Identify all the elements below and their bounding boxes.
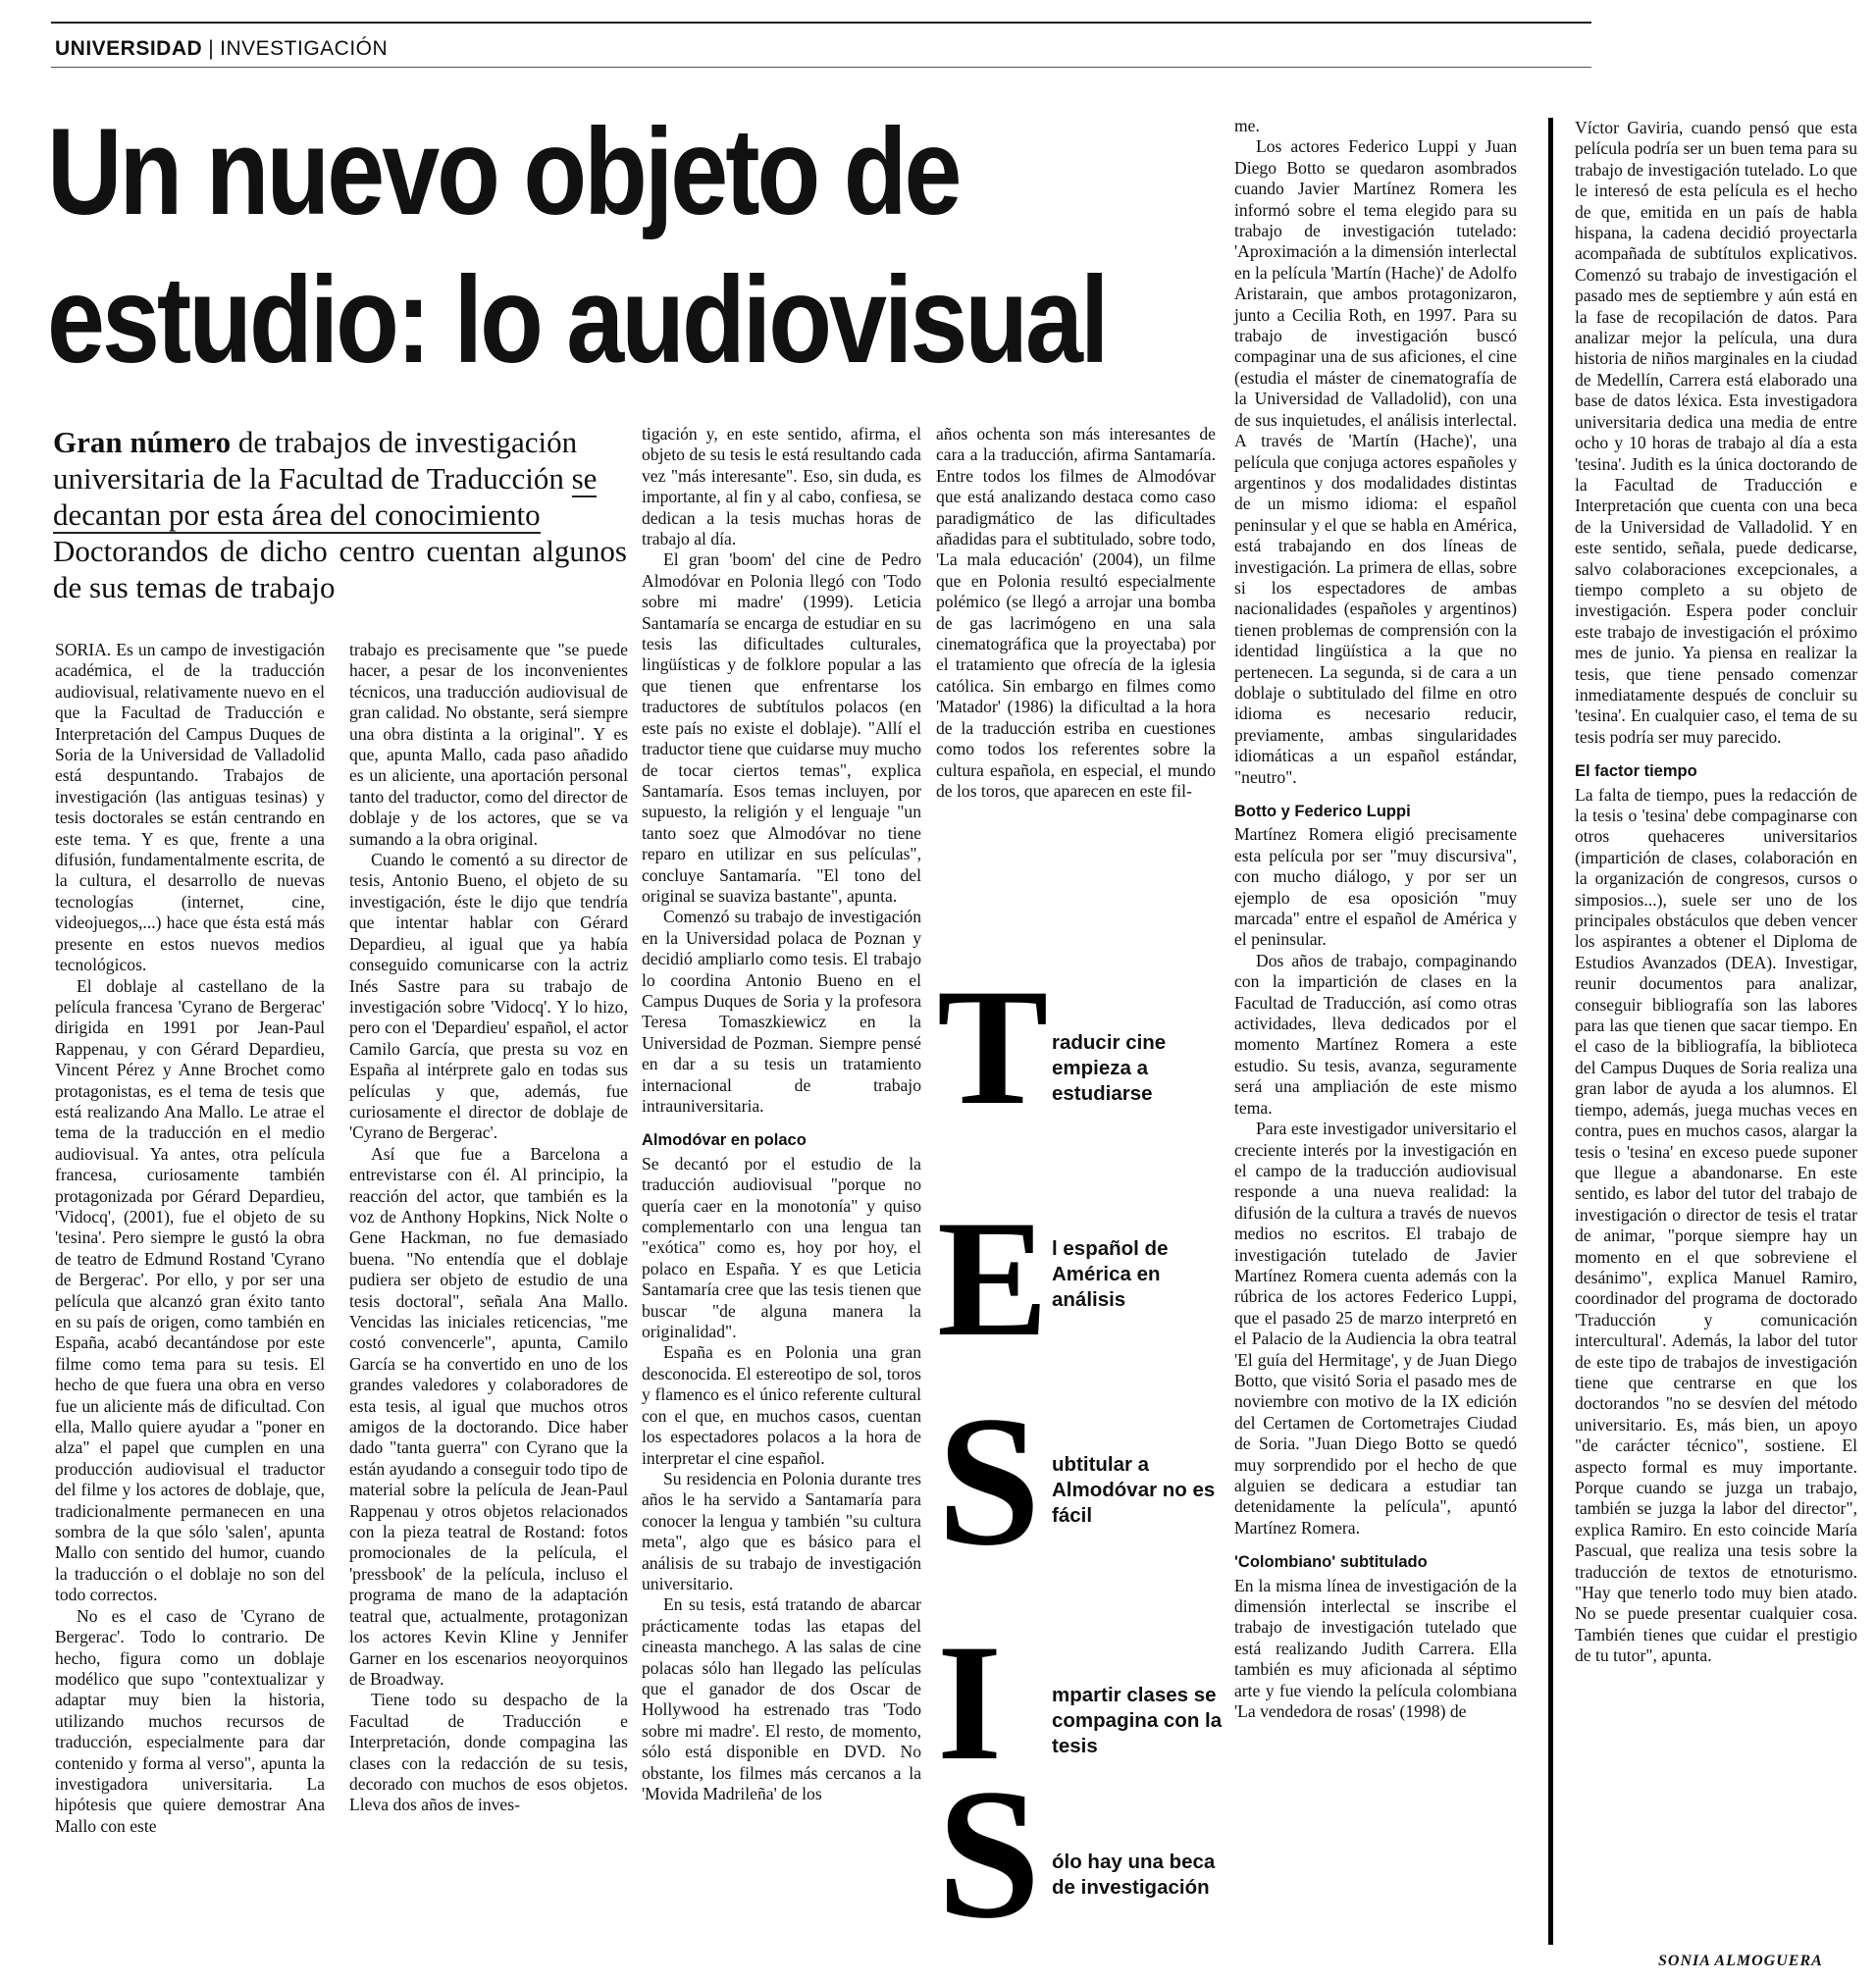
- tesis-letter-s2: S: [937, 1751, 1041, 1957]
- paragraph: Para este investigador universitario el creciente interés por la investigación en el campo de la traducción audiovisual responde a una nueva realidad: la difusión de la cultura a través de nuevos medios no escritos. El trabajo de investigación tutelado de Javier Martínez Romera cuenta además con la rúbrica de los actores Federico Luppi, que el pasado 25 de marzo interpretó en el Palacio de la Audiencia la obra teatral 'El guía del Hermitage', y de Juan Diego Botto, que visitó Soria el pasado mes de noviembre con motivo de la IX edición del Certamen de Cortometrajes Ciudad de Soria. "Juan Diego Botto se quedó muy sorprendido por el hecho de que alguien se dedicara a estudiar tan detenidamente la película", apuntó Martínez Romera.: [1234, 1119, 1517, 1538]
- tesis-text: l español de América en análisis: [1052, 1237, 1169, 1311]
- deck-subhead: Doctorandos de dicho centro cuentan algunos de sus temas de trabajo: [53, 534, 627, 604]
- byline: SONIA ALMOGUERA: [1658, 1953, 1823, 1969]
- tesis-letter-i: I: [937, 1610, 1003, 1795]
- tesis-text: mpartir clases se compagina con la tesis: [1052, 1684, 1223, 1757]
- paragraph: trabajo es precisamente que "se puede hacer, a pesar de los inconvenientes técnicos, una traducción audiovisual de gran calidad. No obstante, será siempre una obra distinta a la original". Y es que, apunta Mallo, cada paso añadido es un aliciente, una aportación personal tanto del traductor, como del director de doblaje y de los actores, que se va sumando a la obra original.: [349, 640, 628, 849]
- column-5: [1234, 116, 1517, 1722]
- paragraph: España es en Polonia una gran desconocida. El estereotipo de sol, toros y flamenco es el único referente cultural con el que, en muchos casos, cuentan los espectadores polacos a la hora de interpretar el cine español.: [642, 1342, 921, 1468]
- paragraph: años ochenta son más interesantes de cara a la traducción, afirma Santamaría. Entre todos los filmes de Almodóvar que está analizando destaca como caso paradigmático de las dificultades añadidas para el subtitulado, sobre todo, 'La mala educación' (2004), un filme que en Polonia resultó especialmente polémico (se llegó a arrojar una bomba de gas lacrimógeno en una sala cinematográfica que la proyectaba) por el tratamiento que ofrecía de la iglesia católica. Sin embargo en filmes como 'Matador' (1986) la dificultad a la hora de la traducción estriba en cuestiones como todos los referentes sobre la cultura española, en especial, el mundo de los toros, que aparecen en este fil-: [936, 424, 1216, 801]
- section-rule: [51, 67, 1591, 68]
- section-main: UNIVERSIDAD: [55, 37, 203, 60]
- paragraph: El gran 'boom' del cine de Pedro Almodóvar en Polonia llegó con 'Todo sobre mi madre' (1999). Leticia Santamaría se encarga de estudiar en su tesis las dificultades culturales, lingüísticas y de folklore popular a las que tienen que enfrentarse los traductores de subtítulos polacos (en este país no existe el doblaje). "Allí el traductor tiene que cuidarse muy mucho de tocar ciertos temas", explica Santamaría. Esos temas incluyen, por supuesto, la religión y el lenguaje "un tanto soez que Almodóvar no tiene reparo en utilizar en sus películas", concluye Santamaría. "El tono del original se suaviza bastante", apunta.: [642, 549, 921, 906]
- paragraph: El doblaje al castellano de la película francesa 'Cyrano de Bergerac' dirigida en 1991 por Jean-Paul Rappenau, y con Gérard Depardieu, Vincent Pérez y Anne Brochet como protagonistas, es el tema de tesis que está realizando Ana Mallo. Le atrae el tema de la traducción en el medio audiovisual. Ya antes, otra película francesa, curiosamente también protagonizada por Gérard Depardieu, 'Vidocq', (2001), fue el objeto de su 'tesina'. Pero siempre le gustó la obra de teatro de Edmund Rostand 'Cyrano de Bergerac'. Por ello, y por ser una película que alcanzó gran éxito tanto en su país de origen, como también en España, acabó decantándose por este filme como tema para su tesis. El hecho de que fuera una obra en verso fue un aliciente más de dificultad. Con ella, Mallo quiere ayudar a "poner en alza" el papel que cumplen en una producción audiovisual el traductor del filme y los actores de doblaje, que, tradicionalmente permanecen en una sombra de la que sólo 'salen', apunta Mallo con sentido del humor, cuando la traducción o el doblaje no son del todo correctos.: [55, 975, 325, 1605]
- paragraph: La falta de tiempo, pues la redacción de la tesis o 'tesina' debe compaginarse con otros quehaceres universitarios (impartición de clases, colaboración en la organización de congresos, cursos o simposios...), suele ser uno de los principales obstáculos que deben vencer los aspirantes a obtener el Diploma de Estudios Avanzados (DEA). Investigar, reunir documentos para analizar, conseguir bibliografía son las labores para las que tienen que sacar tiempo. En el caso de la bibliografía, la biblioteca del Campus Duques de Soria realiza una gran labor de ayuda a los alumnos. El tiempo, además, juega muchas veces en contra, pues en muchos casos, alargar la tesis o 'tesina' en exceso puede suponer que llegue a abandonarse. En este sentido, es labor del tutor del trabajo de investigación o director de tesis el tratar de animar, "porque siempre hay un momento en el que sobreviene el desánimo", explica Manuel Ramiro, coordinador del programa de doctorado 'Traducción y comunicación intercultural'. Además, la labor del tutor de este tipo de trabajos de investigación tiene que centrarse en que los doctorandos "no se desvíen del método universitario. Es, más bien, un apoyo "de carácter técnico", sostiene. El aspecto formal es muy importante. Porque cuando se juzga un trabajo, también se juzga la labor del director", explica Ramiro. En esto coincide María Pascual, que realiza una tesis sobre la traducción de textos de etnoturismo. "Hay que tenerlo todo muy bien atado. No se puede presentar cualquier cosa. También tienes que cuidar el prestigio de tu tutor", apunta.: [1575, 784, 1857, 1666]
- paragraph: Su residencia en Polonia durante tres años le ha servido a Santamaría para conocer la lengua y también "su cultura meta", algo que es básico para el análisis de su trabajo de investigación universitario.: [642, 1468, 921, 1593]
- paragraph: Martínez Romera eligió precisamente esta película por ser "muy discursiva", con mucho diálogo, y por ser un ejemplo de esa oposición "muy marcada" entre el español de América y el peninsular.: [1234, 824, 1517, 950]
- paragraph: No es el caso de 'Cyrano de Bergerac'. Todo lo contrario. De hecho, figura como un doblaje modélico que supo "contextualizar y adaptar muy bien la historia, utilizando muchos recursos de traducción, especialmente para dar contenido y forma al verso", apunta la investigadora universitaria. La hipótesis que quiere demostrar Ana Mallo con este: [55, 1605, 325, 1836]
- paragraph: Se decantó por el estudio de la traducción audiovisual "porque no quería caer en la monotonía" y quiso complementarlo con una lengua tan "exótica" como es, hoy por hoy, el polaco en España. Y es que Leticia Santamaría cree que las tesis tienen que buscar "de alguna manera la originalidad".: [642, 1153, 921, 1342]
- tesis-letter-e: E: [937, 1186, 1049, 1371]
- paragraph: Tiene todo su despacho de la Facultad de Traducción e Interpretación, donde compagina las clases con la redacción de su tesis, decorado con muchos de esos objetos. Lleva dos años de inves-: [349, 1690, 628, 1815]
- column-3: [642, 424, 921, 1804]
- paragraph: tigación y, en este sentido, afirma, el objeto de su tesis le está resultando cada vez "más interesante". Eso, sin duda, es importante, al fin y al cabo, confiesa, se dedican a la tesis muchas horas de trabajo al día.: [642, 424, 921, 549]
- paragraph: Víctor Gaviria, cuando pensó que esta película podría ser un buen tema para su trabajo de investigación tutelado. Lo que le interesó de esta película es el hecho de que, emitida en un país de habla hispana, la cadena decidió proyectarla acompañada de subtítulos explicativos. Comenzó su trabajo de investigación el pasado mes de septiembre y aún está en la fase de recopilación de datos. Para analizar mejor la película, una dura historia de niños marginales en la ciudad de Medellín, Carrera está elaborado una base de datos léxica. Esta investigadora universitaria dedica una media de entre ocho y 10 horas de trabajo al día a esta 'tesina'. Judith es la única doctorando de la Facultad de Traducción e Interpretación que cuenta con una beca de la Universidad de Valladolid. Y en este sentido, señala, puede dedicarse, salvo colaboraciones excepcionales, a tiempo completo a su objeto de investigación. Espera poder concluir este trabajo de investigación el próximo mes de junio. Ya piensa en realizar la tesis, que tiene pensado comenzar inmediatamente después de concluir su 'tesina'. En cualquier caso, el tema de su tesis podría ser muy parecido.: [1575, 118, 1857, 747]
- column-rule: [1548, 118, 1553, 1945]
- tesis-text: ubtitular a Almodóvar no es fácil: [1052, 1453, 1216, 1527]
- tesis-text: raducir cine empieza a estudiarse: [1052, 1031, 1167, 1105]
- column-6: [1575, 118, 1857, 1667]
- deck-lead: Gran número: [53, 425, 232, 459]
- subheading-factor-tiempo: El factor tiempo: [1575, 762, 1697, 781]
- column-2: [349, 640, 628, 1816]
- headline: Un nuevo objeto de estudio: lo audiovisual: [47, 103, 1107, 390]
- section-sub: INVESTIGACIÓN: [220, 37, 389, 60]
- column-1: [55, 640, 325, 1837]
- deck-highlight: se decantan por esta área del conocimiento: [53, 461, 598, 532]
- paragraph: En su tesis, está tratando de abarcar prácticamente todas las etapas del cineasta manchego. A las salas de cine polacas sólo han llegado las películas que el ganador de dos Oscar de Hollywood ha estrenado tras 'Todo sobre mi madre'. El resto, de momento, sólo está disponible en DVD. No obstante, los filmes más cercanos a la 'Movida Madrileña' de los: [642, 1594, 921, 1803]
- paragraph: Así que fue a Barcelona a entrevistarse con él. Al principio, la reacción del actor, que también es la voz de Anthony Hopkins, Nick Nolte o Gene Hackman, no fue demasiado buena. "No entendía que el doblaje pudiera ser objeto de estudio de una tesis doctoral", señala Ana Mallo. Vencidas las iniciales reticencias, "me costó convencerle", apunta, Camilo García se ha convertido en uno de los grandes valedores y colaboradores de esta tesis, al igual que muchos otros amigos de la doctorando. Dice haber dado "tanta guerra" con Cyrano que la están ayudando a conseguir todo tipo de material sobre la película de Jean-Paul Rappenau y otros objetos relacionados con la pieza teatral de Rostand: fotos promocionales de la película, el 'pressbook' de la película, incluso el programa de mano de la adaptación teatral que, actualmente, protagonizan los actores Kevin Kline y Jennifer Garner en los escenarios neoyorquinos de Broadway.: [349, 1143, 628, 1689]
- paragraph: me.: [1234, 116, 1260, 135]
- tesis-text: ólo hay una beca de investigación: [1052, 1851, 1216, 1899]
- top-rule: [51, 22, 1591, 24]
- paragraph: Comenzó su trabajo de investigación en la Universidad polaca de Poznan y decidió ampliarlo como tesis. El trabajo lo coordina Antonio Bueno en el Campus Duques de Soria y la profesora Teresa Tomaszkiewicz en la Universidad de Pozman. Siempre pensé en dar a su tesis un tratamiento internacional de trabajo intrauniversitaria.: [642, 907, 921, 1116]
- subheading-almodovar: Almodóvar en polaco: [642, 1131, 807, 1150]
- paragraph: SORIA. Es un campo de investigación académica, el de la traducción audiovisual, relativamente nuevo en el que la Facultad de Traducción e Interpretación del Campus Duques de Soria de la Universidad de Valladolid está despuntando. Trabajos de investigación (las antiguas tesinas) y tesis doctorales se están centrando en este tema. Y es que, frente a una difusión, fundamentalmente escrita, de la cultura, el desarrollo de nuevas tecnologías (internet, cine, videojuegos,...) hace que ésta está más presente en estos nuevos medios tecnológicos.: [55, 640, 325, 975]
- section-separator: |: [208, 37, 215, 60]
- deck-text: de trabajos de investigación universitaria de la Facultad de Traducción: [53, 425, 578, 496]
- paragraph: Los actores Federico Luppi y Juan Diego Botto se quedaron asombrados cuando Javier Martínez Romera les informó sobre el tema elegido para su trabajo de investigación tutelado: 'Aproximación a la dimensión interlectal en la película 'Martín (Hache)' de Adolfo Aristarain, que ambos protagonizaron, junto a Cecilia Roth, en 1997. Para su trabajo de investigación buscó compaginar una de sus aficiones, el cine (estudia el máster de cinematografía de la Universidad de Valladolid), con una de sus inquietudes, el análisis interlectal. A través de 'Martín (Hache)', una película que conjuga actores españoles y argentinos y dos modalidades distintas de un mismo idioma: el español peninsular y el que se habla en América, está trabajando en dos líneas de investigación. La primera de ellas, sobre si los espectadores de ambas nacionalidades (españoles y argentinos) tienen problemas de comprensión con la identidad lingüística a la que no pertenecen. La segunda, si de cara a un doblaje o subtitulado del filme en otro idioma es necesario reducir, previamente, ambas singularidades idiomáticas a un español estándar, "neutro".: [1234, 136, 1517, 787]
- tesis-letter-t: T: [937, 955, 1049, 1139]
- subheading-colombiano: 'Colombiano' subtitulado: [1234, 1553, 1428, 1572]
- paragraph: En la misma línea de investigación de la dimensión interlectal se inscribe el trabajo de investigación tutelado que está realizando Judith Carrera. Ella también es muy aficionada al séptimo arte y fue viendo la película colombiana 'La vendedora de rosas' (1998) de: [1234, 1575, 1517, 1722]
- column-4: [936, 424, 1216, 802]
- tesis-letter-s: S: [937, 1379, 1041, 1585]
- paragraph: Cuando le comentó a su director de tesis, Antonio Bueno, el objeto de su investigación, éste le dijo que tendría que intentar hablar con Gérard Depardieu, al igual que ya había conseguido comunicarse con la actriz Inés Sastre para su trabajo de investigación sobre 'Vidocq'. Y lo hizo, pero con el 'Depardieu' español, el actor Camilo García, que presta su voz en España al intérprete galo en todas sus películas y que, además, fue curiosamente el director de doblaje de 'Cyrano de Bergerac'.: [349, 850, 628, 1143]
- subheading-botto: Botto y Federico Luppi: [1234, 803, 1411, 820]
- paragraph: Dos años de trabajo, compaginando con la impartición de clases en la Facultad de Traducción, así como otras actividades, lleva dedicados por el momento Martínez Romera a este estudio. Su tesis, avanza, seguramente será una ampliación de este mismo tema.: [1234, 950, 1517, 1118]
- section-header: [55, 37, 388, 61]
- deck: [53, 424, 627, 605]
- tesis-acrostic: [937, 955, 1231, 1957]
